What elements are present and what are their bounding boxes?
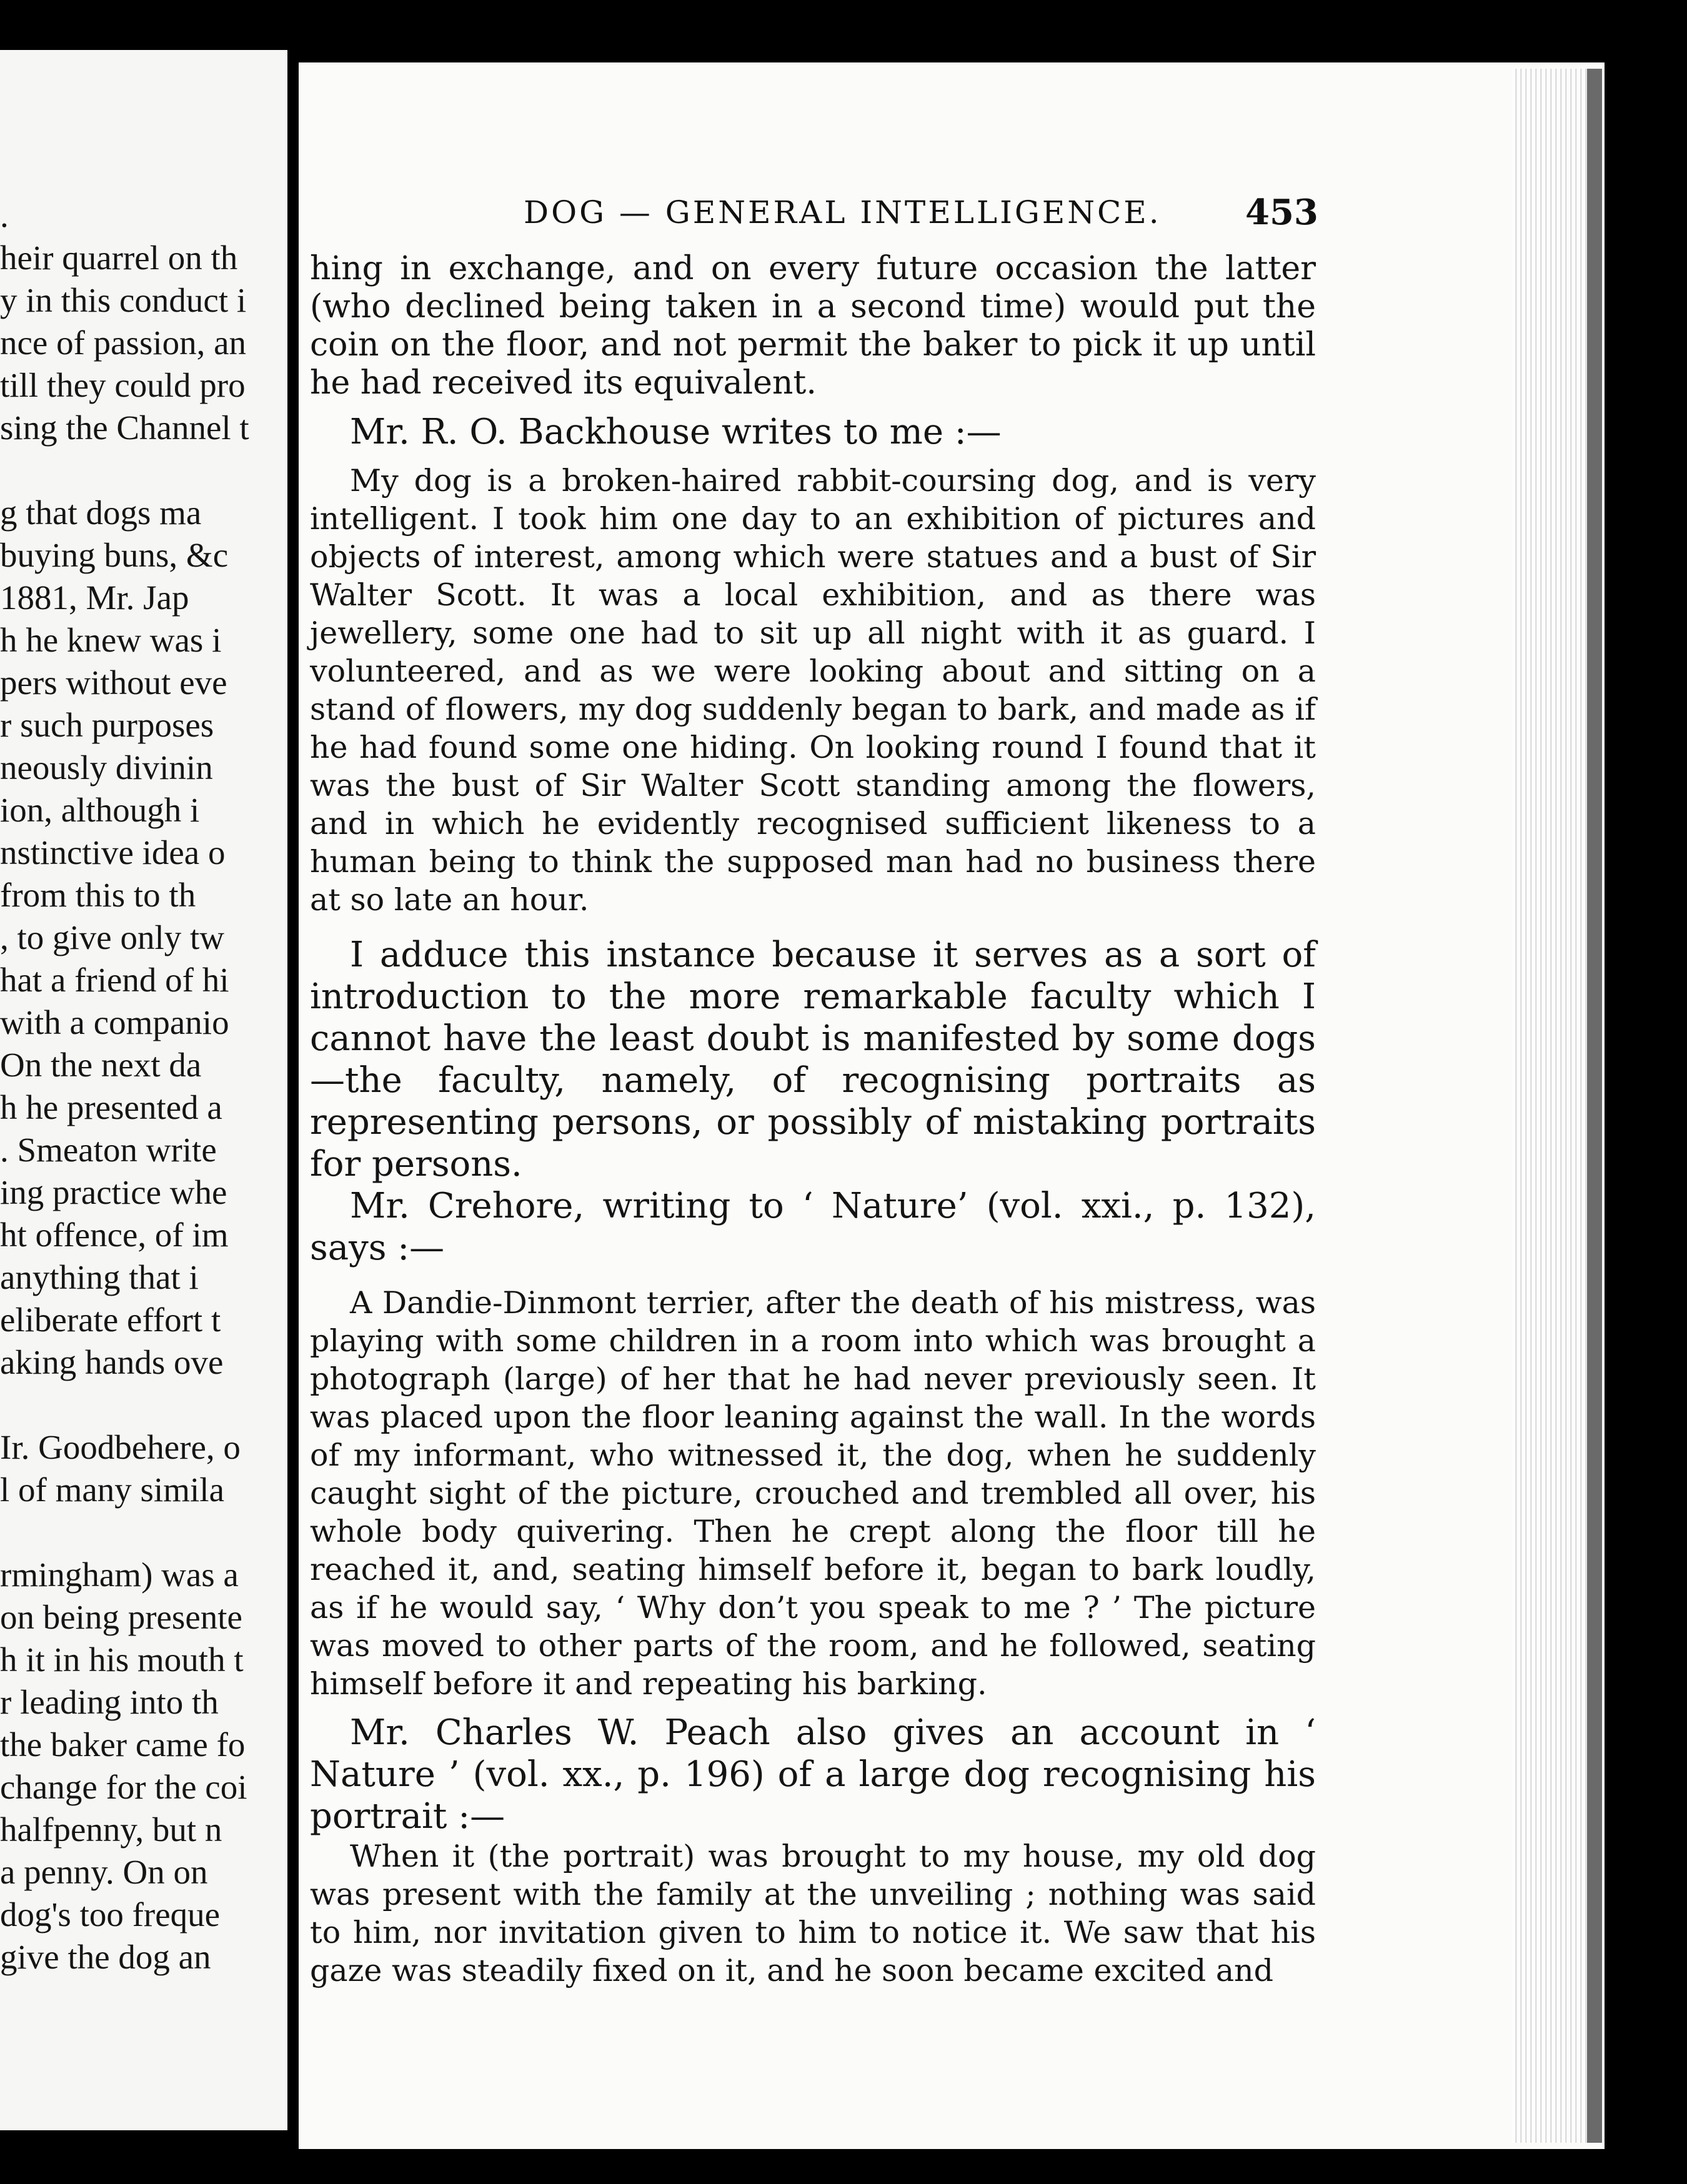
left-page-line: change for the coi xyxy=(0,1768,247,1806)
left-page-line: nce of passion, an xyxy=(0,324,247,362)
left-page-line: rmingham) was a xyxy=(0,1556,239,1594)
left-page-line xyxy=(0,1511,299,1554)
quoted-letter-backhouse: My dog is a broken-haired rabbit-coursing dog, and is very intelligent. I took him one day to an exhibition of pictures and objects of interest, among which were statues and a bust of Sir Walter Scott. It was a local exhibition, and as there was jewellery, some one had to sit up all night with it as guard. I volunteered, and as we were looking about and sitting on a stand of flowers, my dog suddenly began to bark, and made as if he had found some one hiding. On looking round I found that it was the bust of Sir Walter Scott standing among the flowers, and in which he evidently recognised sufficient likeness to a human being to think the supposed man had no business there at so late an hour. xyxy=(310,463,1316,918)
left-page-line: neously divinin xyxy=(0,748,213,787)
left-page-line: . xyxy=(0,196,9,234)
left-page-line: r leading into th xyxy=(0,1683,219,1721)
left-page-line: a penny. On on xyxy=(0,1853,208,1891)
left-page-line: . Smeaton write xyxy=(0,1131,217,1169)
left-page-line: 1881, Mr. Jap xyxy=(0,578,189,617)
left-page-line: heir quarrel on th xyxy=(0,239,238,277)
left-page-line: nstinctive idea o xyxy=(0,833,226,871)
running-title: DOG — GENERAL INTELLIGENCE. xyxy=(524,194,1162,231)
left-page-line: Ir. Goodbehere, o xyxy=(0,1428,241,1466)
left-page-line: l of many simila xyxy=(0,1471,224,1509)
left-page-line: hat a friend of hi xyxy=(0,961,229,999)
left-page-line: aking hands ove xyxy=(0,1343,224,1381)
left-page-line: pers without eve xyxy=(0,663,227,702)
left-page-line: g that dogs ma xyxy=(0,494,202,532)
left-page-line: till they could pro xyxy=(0,366,246,404)
right-page-content xyxy=(299,0,1605,2184)
left-page-line: y in this conduct i xyxy=(0,281,247,319)
left-page-line: buying buns, &c xyxy=(0,536,229,574)
left-page-line: eliberate effort t xyxy=(0,1301,221,1339)
left-page-line: give the dog an xyxy=(0,1938,211,1976)
left-page-line: ing practice whe xyxy=(0,1173,227,1211)
left-page-line xyxy=(0,1383,299,1427)
left-page-line: h he presented a xyxy=(0,1088,222,1126)
left-page-line: dog's too freque xyxy=(0,1895,221,1933)
paragraph-continued: hing in exchange, and on every future occasion the latter (who declined being taken in a second time) would put the coin on the floor, and not permit the baker to pick it up until he had received its equivalent. xyxy=(310,250,1316,402)
left-facing-page xyxy=(0,50,299,2130)
left-page-line: on being presente xyxy=(0,1598,242,1636)
left-page-line xyxy=(0,449,299,492)
left-page-line: h it in his mouth t xyxy=(0,1640,244,1679)
left-page-line: with a companio xyxy=(0,1003,229,1041)
paragraph-intro: Mr. R. O. Backhouse writes to me :— xyxy=(350,412,1002,452)
page-header xyxy=(299,187,1605,237)
left-page-line: r such purposes xyxy=(0,706,214,744)
left-page-line: ion, although i xyxy=(0,791,200,829)
left-page-line: halfpenny, but n xyxy=(0,1810,222,1849)
paragraph-peach: Mr. Charles W. Peach also gives an account in ‘ Nature ’ (vol. xx., p. 196) of a large dog recognising his portrait :— xyxy=(310,1712,1316,1837)
paragraph-portraits: I adduce this instance because it serves as a sort of introduction to the more remarkable faculty which I cannot have the least doubt is manifested by some dogs—the faculty, namely, of recognising portraits as representing persons, or possibly of mistaking portraits for persons. xyxy=(310,935,1316,1184)
left-page-line: On the next da xyxy=(0,1046,202,1084)
left-page-line: h he knew was i xyxy=(0,621,222,659)
left-page-line: ht offence, of im xyxy=(0,1216,229,1254)
left-page-line: , to give only tw xyxy=(0,918,225,956)
quoted-letter-crehore: A Dandie-Dinmont terrier, after the death of his mistress, was playing with some children in a room into which was brought a photograph (large) of her that he had never previously seen. It was placed upon the floor leaning against the wall. In the words of my informant, who witnessed it, the dog, when he suddenly caught sight of the picture, crouched and trembled all over, his whole body quivering. Then he crept along the floor till he reached it, and, seating himself before it, began to bark loudly, as if he would say, ‘ Why don’t you speak to me ? ’ The picture was moved to other parts of the room, and he followed, seating himself before it and repeating his barking. xyxy=(310,1285,1316,1702)
paragraph-crehore: Mr. Crehore, writing to ‘ Nature’ (vol. xxi., p. 132), says :— xyxy=(310,1186,1316,1268)
left-page-line: sing the Channel t xyxy=(0,409,249,447)
left-page-line: the baker came fo xyxy=(0,1725,246,1764)
quoted-letter-peach: When it (the portrait) was brought to my house, my old dog was present with the family at the unveiling ; nothing was said to him, nor invitation given to him to notice it. We saw that his gaze was steadily fixed on it, and he soon became excited and xyxy=(310,1839,1316,1988)
body-text xyxy=(310,250,1316,1990)
left-page-line: anything that i xyxy=(0,1258,199,1296)
page-number: 453 xyxy=(1245,192,1318,233)
left-page-line: from this to th xyxy=(0,876,196,914)
